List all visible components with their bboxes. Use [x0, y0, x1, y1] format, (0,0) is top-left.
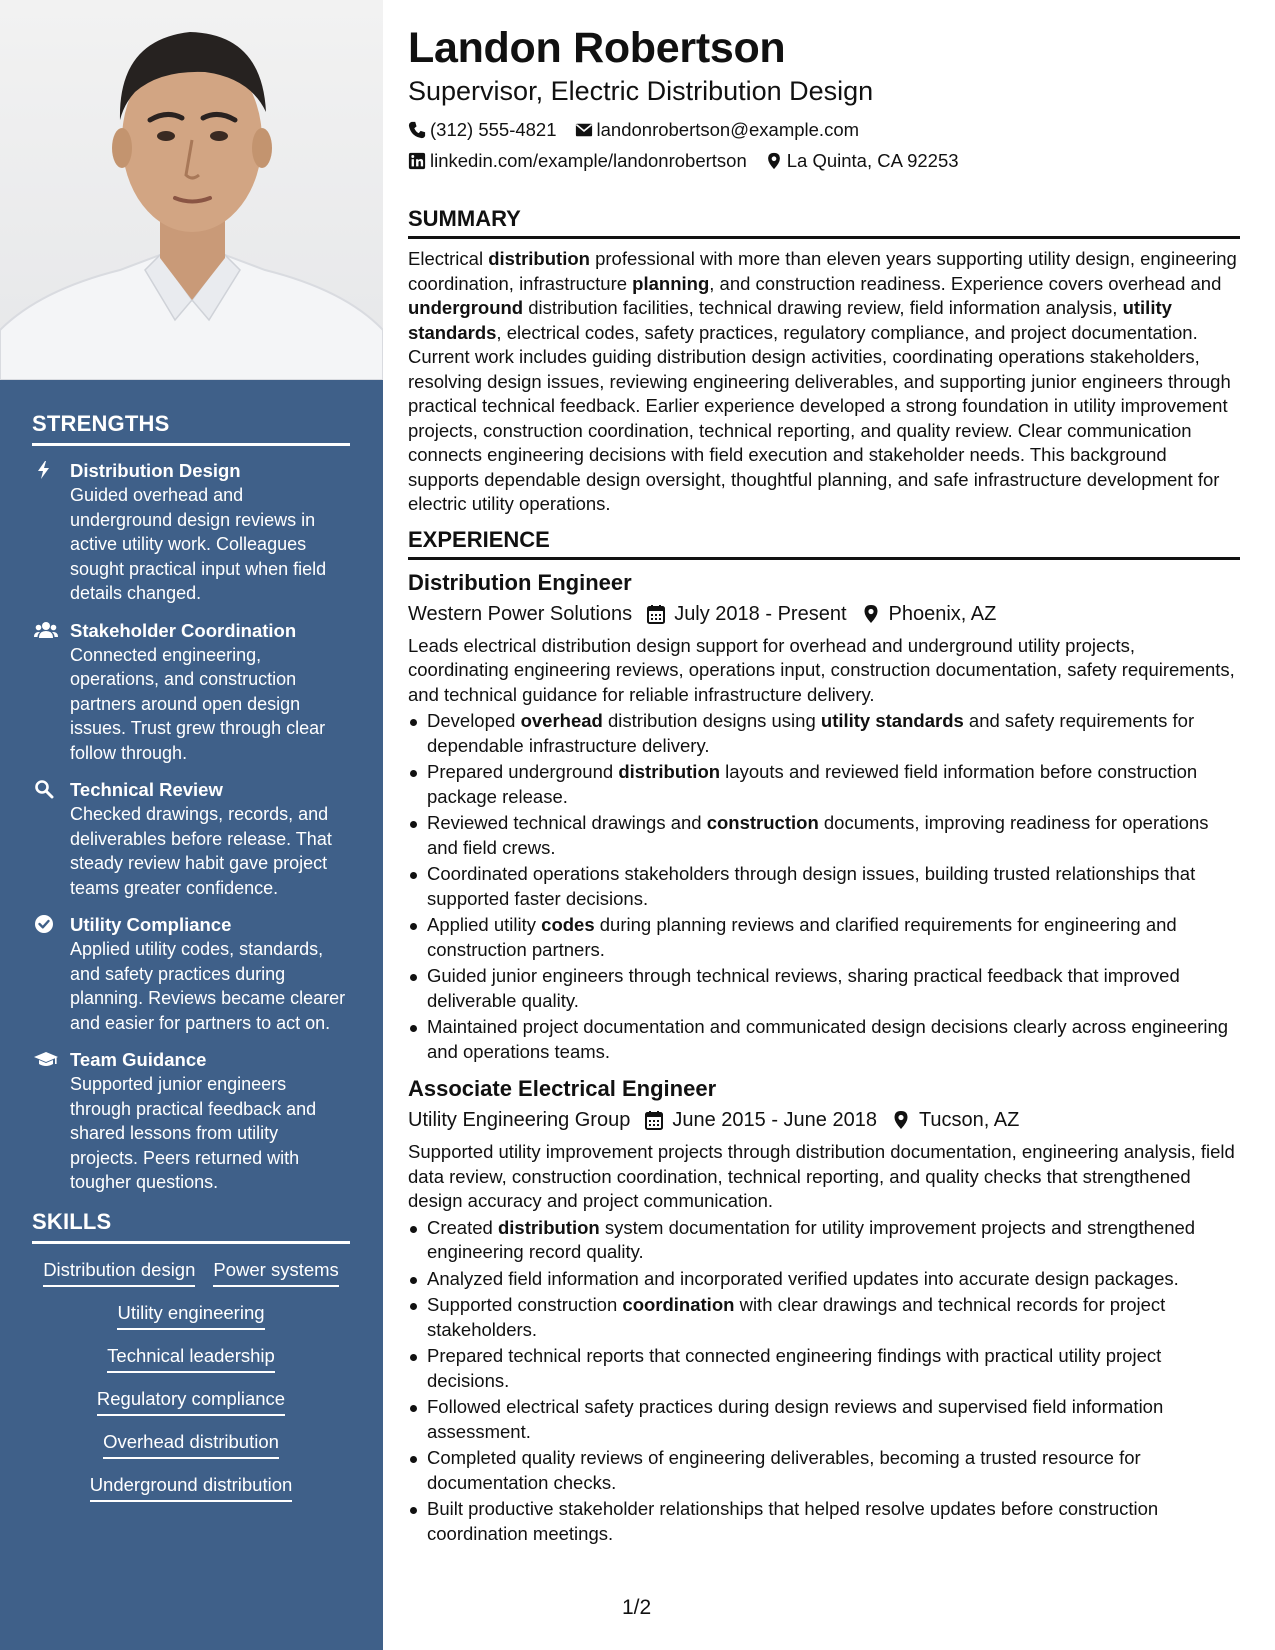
sidebar	[0, 0, 383, 1650]
map-pin-icon	[891, 1110, 911, 1130]
candidate-name: Landon Robertson	[408, 24, 786, 72]
strengths-heading: STRENGTHS	[32, 411, 350, 446]
job-meta	[408, 598, 1240, 630]
summary-text: Electrical distribution professional with more than eleven years supporting utility design, engineering coordination, infrastructure planning, and construction readiness. Experience covers overhead and underground distribution facilities, technical drawing review, field information analysis, utility standards, electrical codes, safety practices, regulatory compliance, and project documentation. Current work includes guiding distribution design activities, coordinating operations stakeholders, resolving design issues, reviewing engineering deliverables, and supporting junior engineers through practical technical feedback. Earlier experience developed a strong foundation in utility improvement projects, construction coordination, technical reporting, and quality review. Clear communication connects engineering decisions with field execution and stakeholder needs. This background supports dependable design oversight, thoughtful planning, and safe infrastructure development for electric utility operations.	[408, 248, 1237, 514]
strength-item	[32, 1047, 350, 1195]
main-content	[408, 22, 1240, 1556]
email-contact[interactable]	[575, 114, 860, 145]
experience-heading: EXPERIENCE	[408, 527, 1240, 560]
calendar-icon	[646, 604, 666, 624]
skills-heading: SKILLS	[32, 1209, 350, 1244]
bullet-item: Completed quality reviews of engineering deliverables, becoming a trusted resource for documentation checks.	[408, 1446, 1240, 1495]
bullet-item: Supported construction coordination with clear drawings and technical records for project stakeholders.	[408, 1293, 1240, 1342]
profile-photo	[0, 0, 383, 380]
strength-title: Distribution Design	[70, 460, 241, 481]
strength-item	[32, 777, 350, 900]
avatar	[0, 0, 383, 380]
bullet-item: Created distribution system documentation for utility improvement projects and strengthened engineering record quality.	[408, 1216, 1240, 1265]
job-entry	[408, 568, 1240, 1065]
strength-item	[32, 618, 350, 766]
map-pin-icon	[861, 604, 881, 624]
bullet-item: Built productive stakeholder relationships that helped resolve updates before construction coordination meetings.	[408, 1497, 1240, 1546]
bullet-item: Analyzed field information and incorporated verified updates into accurate design packages.	[408, 1267, 1240, 1292]
strength-item	[32, 912, 350, 1035]
summary-heading: SUMMARY	[408, 206, 1240, 239]
job-dates: July 2018 - Present	[674, 602, 847, 625]
bullet-item: Prepared technical reports that connected engineering findings with practical utility project decisions.	[408, 1344, 1240, 1393]
skill-tag: Overhead distribution	[103, 1430, 279, 1459]
phone-contact[interactable]	[408, 114, 557, 145]
bullet-item: Maintained project documentation and communicated design decisions clearly across engineering and operations teams.	[408, 1015, 1240, 1064]
strength-title: Team Guidance	[70, 1049, 207, 1070]
bullet-item: Followed electrical safety practices during design reviews and supervised field information assessment.	[408, 1395, 1240, 1444]
skill-tag: Utility engineering	[117, 1301, 264, 1330]
strength-title: Utility Compliance	[70, 914, 232, 935]
job-description: Supported utility improvement projects through distribution documentation, engineering analysis, field data review, construction coordination, technical reporting, and quality checks that strengthened design accuracy and project communication.	[408, 1141, 1235, 1211]
bullet-item: Guided junior engineers through technical reviews, sharing practical feedback that improved deliverable quality.	[408, 964, 1240, 1013]
strength-item	[32, 458, 350, 606]
company-name: Utility Engineering Group	[408, 1109, 631, 1131]
strength-description: Checked drawings, records, and deliverables before release. That steady review habit gave project teams greater confidence.	[70, 804, 332, 898]
skill-tag: Underground distribution	[90, 1473, 293, 1502]
page-number: 1/2	[622, 1596, 652, 1619]
calendar-icon	[644, 1110, 664, 1130]
location-text: La Quinta, CA 92253	[786, 150, 959, 171]
linkedin-contact[interactable]	[408, 145, 747, 176]
contact-row	[408, 114, 1240, 145]
envelope-icon	[575, 121, 593, 139]
job-meta	[408, 1104, 1240, 1136]
job-title: Associate Electrical Engineer	[408, 1076, 717, 1101]
skill-tag: Distribution design	[43, 1258, 195, 1287]
sidebar-content	[32, 411, 350, 1516]
job-bullets	[408, 1216, 1240, 1547]
candidate-title: Supervisor, Electric Distribution Design	[408, 76, 874, 106]
job-bullets	[408, 709, 1240, 1064]
users-icon	[32, 618, 70, 766]
contact-row	[408, 145, 1240, 176]
job-description: Leads electrical distribution design support for overhead and underground utility projects, coordinating engineering reviews, operations input, construction documentation, safety requirements, and technical guidance for reliable infrastructure delivery.	[408, 634, 1235, 705]
skill-tag: Regulatory compliance	[97, 1387, 285, 1416]
job-entry	[408, 1074, 1240, 1546]
job-location: Phoenix, AZ	[888, 602, 997, 625]
bullet-item: Coordinated operations stakeholders through design issues, building trusted relationships that supported faster decisions.	[408, 862, 1240, 911]
linkedin-url: linkedin.com/example/landonrobertson	[430, 150, 747, 171]
strength-description: Supported junior engineers through practical feedback and shared lessons from utility projects. Peers returned with tougher questions.	[70, 1074, 317, 1192]
strength-title: Stakeholder Coordination	[70, 619, 297, 641]
check-circle-icon	[32, 912, 70, 1035]
search-icon	[32, 777, 70, 900]
skill-tag: Technical leadership	[107, 1344, 275, 1373]
skills-list	[32, 1258, 350, 1502]
strength-title: Technical Review	[70, 779, 223, 800]
email-address: landonrobertson@example.com	[596, 119, 860, 140]
job-location: Tucson, AZ	[918, 1109, 1020, 1131]
bullet-item: Reviewed technical drawings and construction documents, improving readiness for operations and field crews.	[408, 811, 1240, 860]
job-title: Distribution Engineer	[408, 569, 632, 595]
phone-icon	[408, 121, 426, 139]
bolt-icon	[32, 458, 70, 606]
skill-tag: Power systems	[213, 1258, 338, 1287]
bullet-item: Applied utility codes during planning reviews and clarified requirements for engineering and construction partners.	[408, 913, 1240, 962]
strength-description: Guided overhead and underground design reviews in active utility work. Colleagues sought practical input when field details changed.	[70, 485, 327, 603]
linkedin-icon	[408, 152, 426, 170]
strength-description: Connected engineering, operations, and construction partners around open design issues. Trust grew through clear follow through.	[70, 644, 326, 763]
map-pin-icon	[765, 152, 783, 170]
location-contact	[765, 145, 959, 176]
phone-number: (312) 555-4821	[430, 119, 557, 140]
job-dates: June 2015 - June 2018	[672, 1109, 877, 1131]
bullet-item: Developed overhead distribution designs using utility standards and safety requirements for dependable infrastructure delivery.	[408, 709, 1240, 758]
bullet-item: Prepared underground distribution layouts and reviewed field information before construction package release.	[408, 760, 1240, 809]
graduation-cap-icon	[32, 1047, 70, 1195]
company-name: Western Power Solutions	[408, 602, 633, 625]
strength-description: Applied utility codes, standards, and safety practices during planning. Reviews became clearer and easier for partners to act on.	[70, 939, 346, 1033]
